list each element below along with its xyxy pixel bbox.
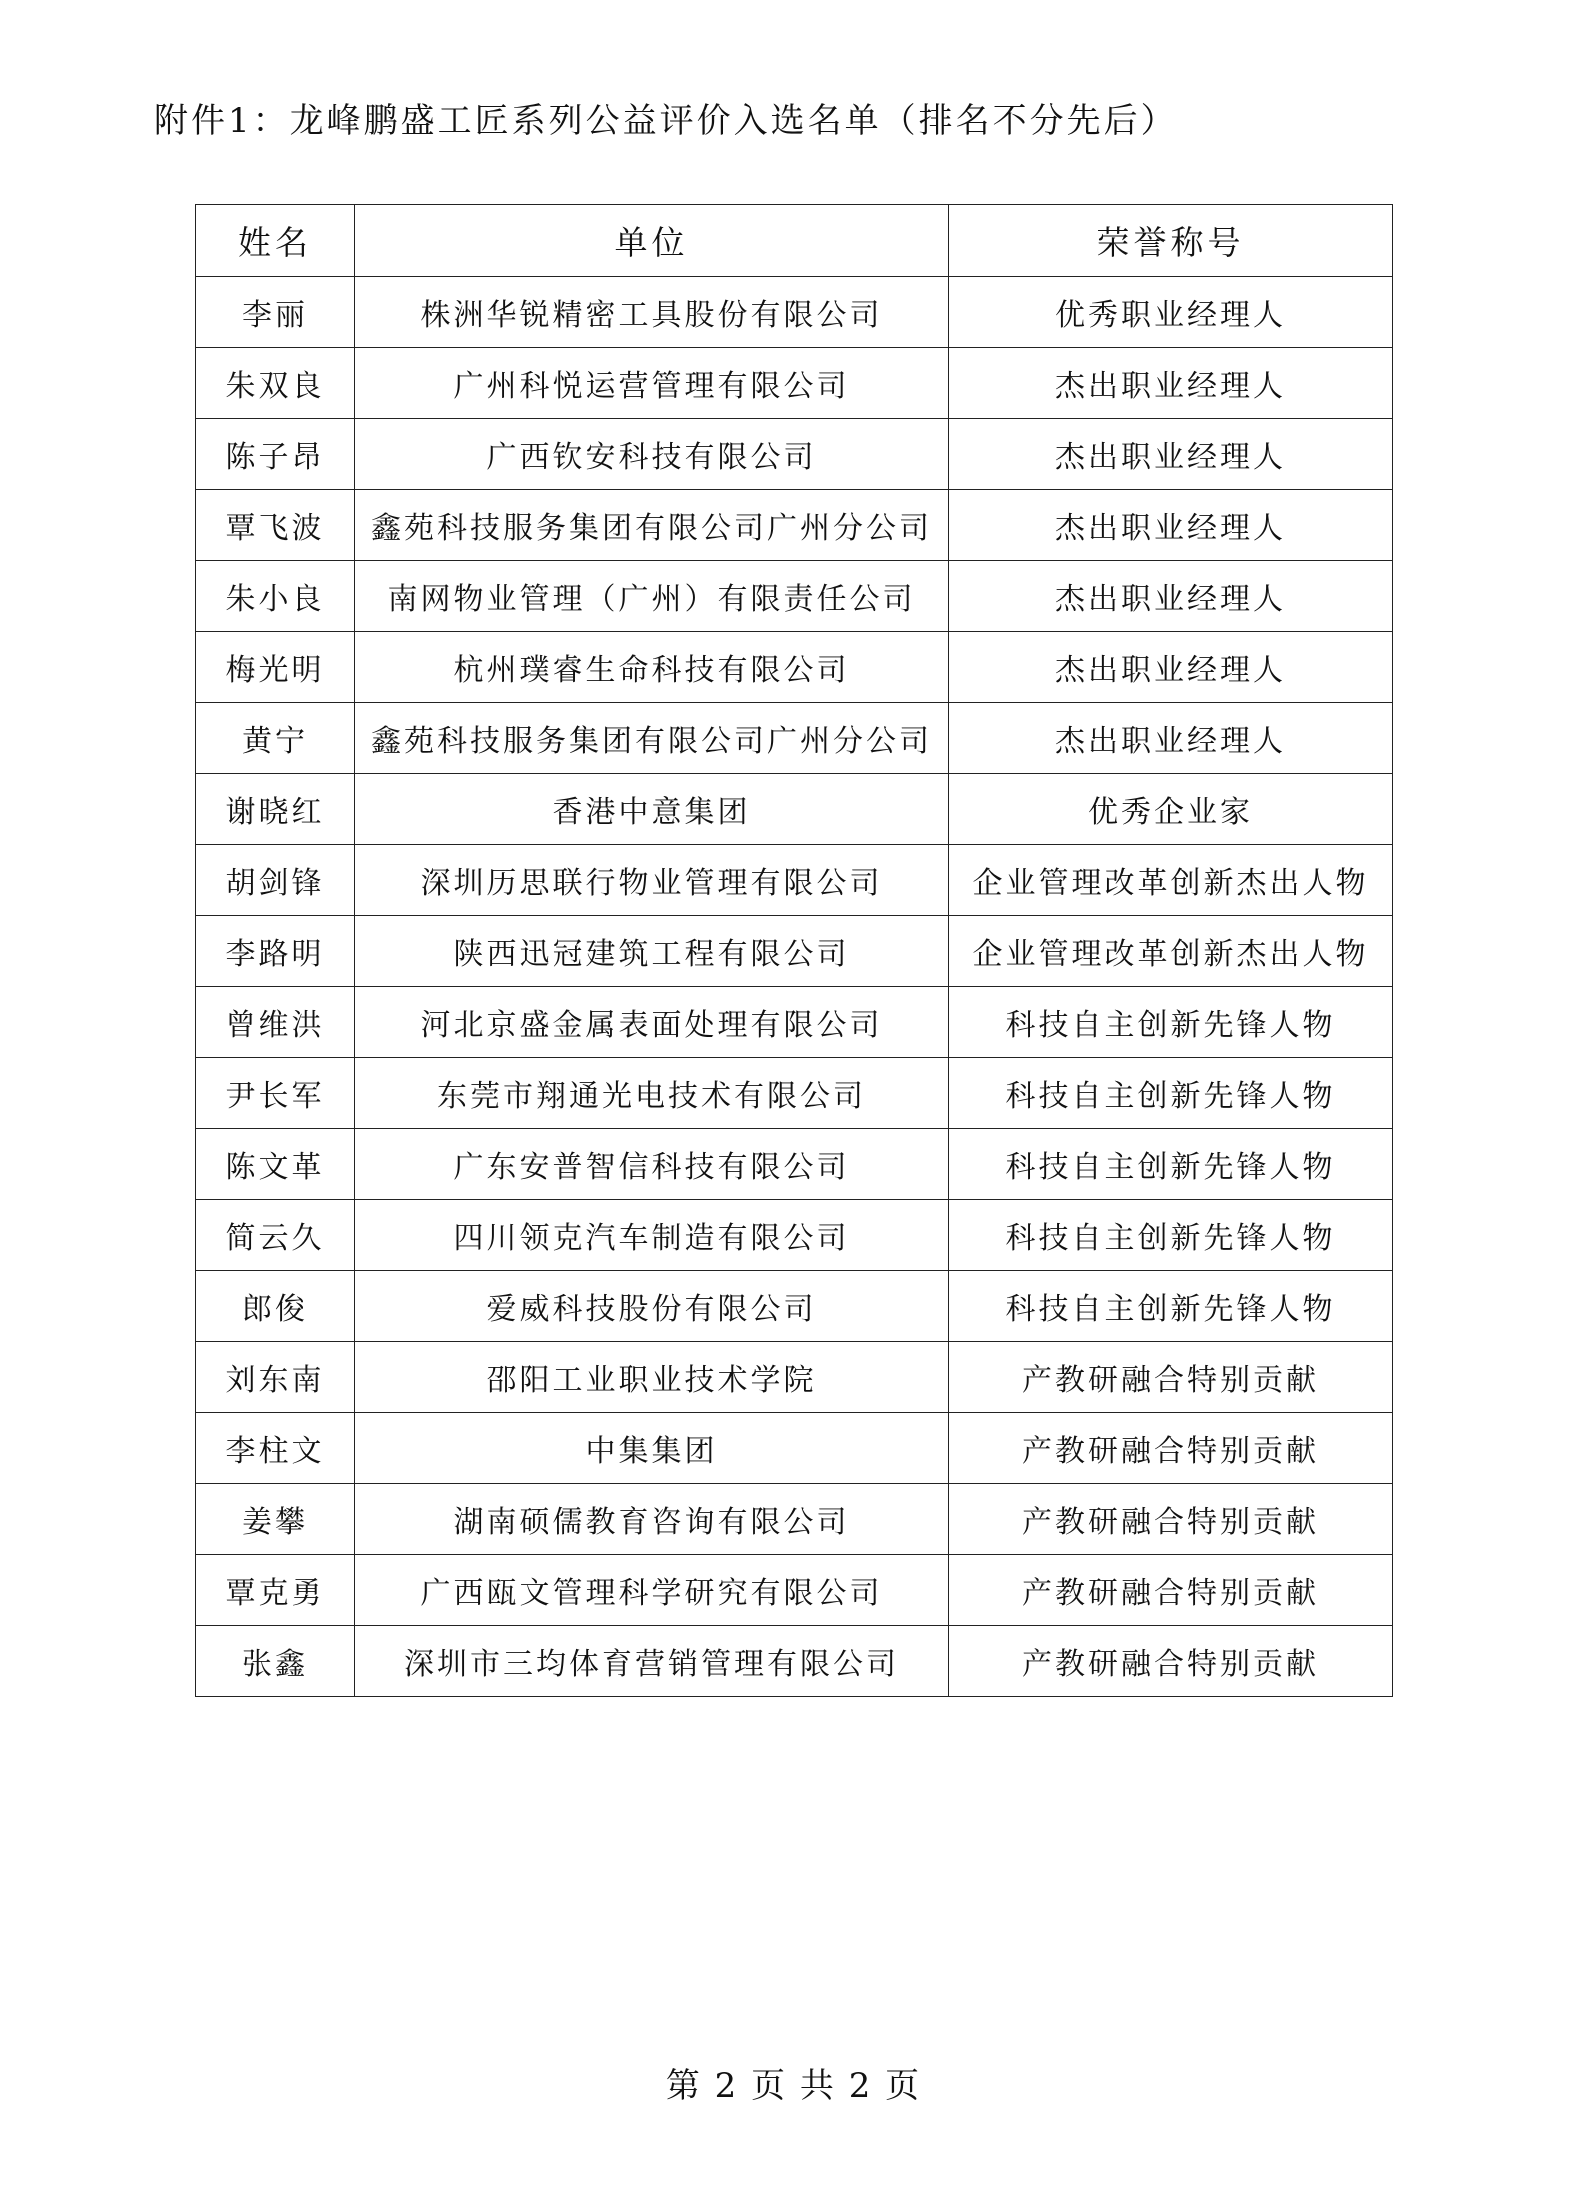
cell-unit: 陕西迅冠建筑工程有限公司 <box>355 916 949 987</box>
cell-unit: 东莞市翔通光电技术有限公司 <box>355 1058 949 1129</box>
cell-honor: 企业管理改革创新杰出人物 <box>949 916 1393 987</box>
table-row <box>196 277 1393 348</box>
cell-unit: 杭州璞睿生命科技有限公司 <box>355 632 949 703</box>
cell-honor: 产教研融合特别贡献 <box>949 1413 1393 1484</box>
cell-name: 曾维洪 <box>196 987 355 1058</box>
cell-name: 胡剑锋 <box>196 845 355 916</box>
cell-name: 朱双良 <box>196 348 355 419</box>
cell-unit: 邵阳工业职业技术学院 <box>355 1342 949 1413</box>
cell-honor: 优秀职业经理人 <box>949 277 1393 348</box>
table-row <box>196 1555 1393 1626</box>
table-row <box>196 490 1393 561</box>
cell-unit: 株洲华锐精密工具股份有限公司 <box>355 277 949 348</box>
document-title: 附件1：龙峰鹏盛工匠系列公益评价入选名单（排名不分先后） <box>154 101 1178 141</box>
cell-honor: 产教研融合特别贡献 <box>949 1626 1393 1697</box>
table-row <box>196 1129 1393 1200</box>
table-row <box>196 632 1393 703</box>
cell-honor: 科技自主创新先锋人物 <box>949 1058 1393 1129</box>
cell-honor: 杰出职业经理人 <box>949 632 1393 703</box>
cell-honor: 杰出职业经理人 <box>949 348 1393 419</box>
cell-honor: 杰出职业经理人 <box>949 703 1393 774</box>
cell-honor: 企业管理改革创新杰出人物 <box>949 845 1393 916</box>
header-name: 姓名 <box>196 205 355 277</box>
cell-name: 尹长军 <box>196 1058 355 1129</box>
table-row <box>196 703 1393 774</box>
table-row <box>196 1413 1393 1484</box>
cell-unit: 香港中意集团 <box>355 774 949 845</box>
cell-unit: 广西瓯文管理科学研究有限公司 <box>355 1555 949 1626</box>
cell-honor: 科技自主创新先锋人物 <box>949 1200 1393 1271</box>
table-row <box>196 1271 1393 1342</box>
cell-honor: 科技自主创新先锋人物 <box>949 1129 1393 1200</box>
header-unit: 单位 <box>355 205 949 277</box>
table-row <box>196 987 1393 1058</box>
cell-name: 张鑫 <box>196 1626 355 1697</box>
cell-unit: 爱威科技股份有限公司 <box>355 1271 949 1342</box>
cell-name: 梅光明 <box>196 632 355 703</box>
table-row <box>196 348 1393 419</box>
cell-honor: 产教研融合特别贡献 <box>949 1342 1393 1413</box>
table-row <box>196 1200 1393 1271</box>
cell-unit: 四川领克汽车制造有限公司 <box>355 1200 949 1271</box>
table-row <box>196 1484 1393 1555</box>
table-row <box>196 1342 1393 1413</box>
cell-unit: 湖南硕儒教育咨询有限公司 <box>355 1484 949 1555</box>
cell-name: 李柱文 <box>196 1413 355 1484</box>
cell-unit: 南网物业管理（广州）有限责任公司 <box>355 561 949 632</box>
cell-unit: 鑫苑科技服务集团有限公司广州分公司 <box>355 703 949 774</box>
cell-honor: 杰出职业经理人 <box>949 561 1393 632</box>
cell-unit: 深圳市三均体育营销管理有限公司 <box>355 1626 949 1697</box>
cell-unit: 中集集团 <box>355 1413 949 1484</box>
cell-honor: 科技自主创新先锋人物 <box>949 1271 1393 1342</box>
table-row <box>196 1058 1393 1129</box>
cell-unit: 深圳历思联行物业管理有限公司 <box>355 845 949 916</box>
cell-unit: 广西钦安科技有限公司 <box>355 419 949 490</box>
cell-name: 李路明 <box>196 916 355 987</box>
cell-name: 朱小良 <box>196 561 355 632</box>
cell-name: 黄宁 <box>196 703 355 774</box>
table-row <box>196 561 1393 632</box>
header-honor: 荣誉称号 <box>949 205 1393 277</box>
cell-name: 简云久 <box>196 1200 355 1271</box>
cell-name: 刘东南 <box>196 1342 355 1413</box>
cell-unit: 广州科悦运营管理有限公司 <box>355 348 949 419</box>
cell-unit: 广东安普智信科技有限公司 <box>355 1129 949 1200</box>
table-row <box>196 774 1393 845</box>
selection-roster-table <box>195 204 1393 1697</box>
cell-unit: 河北京盛金属表面处理有限公司 <box>355 987 949 1058</box>
cell-honor: 杰出职业经理人 <box>949 419 1393 490</box>
table-header-row <box>196 205 1393 277</box>
cell-honor: 优秀企业家 <box>949 774 1393 845</box>
cell-name: 陈文革 <box>196 1129 355 1200</box>
cell-honor: 产教研融合特别贡献 <box>949 1484 1393 1555</box>
page-number-footer: 第 2 页 共 2 页 <box>665 2066 922 2106</box>
table-row <box>196 1626 1393 1697</box>
table-row <box>196 419 1393 490</box>
cell-unit: 鑫苑科技服务集团有限公司广州分公司 <box>355 490 949 561</box>
cell-honor: 产教研融合特别贡献 <box>949 1555 1393 1626</box>
cell-name: 陈子昂 <box>196 419 355 490</box>
table-row <box>196 845 1393 916</box>
cell-name: 李丽 <box>196 277 355 348</box>
cell-name: 覃克勇 <box>196 1555 355 1626</box>
table-row <box>196 916 1393 987</box>
cell-name: 谢晓红 <box>196 774 355 845</box>
cell-honor: 杰出职业经理人 <box>949 490 1393 561</box>
cell-name: 覃飞波 <box>196 490 355 561</box>
cell-honor: 科技自主创新先锋人物 <box>949 987 1393 1058</box>
cell-name: 郎俊 <box>196 1271 355 1342</box>
cell-name: 姜攀 <box>196 1484 355 1555</box>
